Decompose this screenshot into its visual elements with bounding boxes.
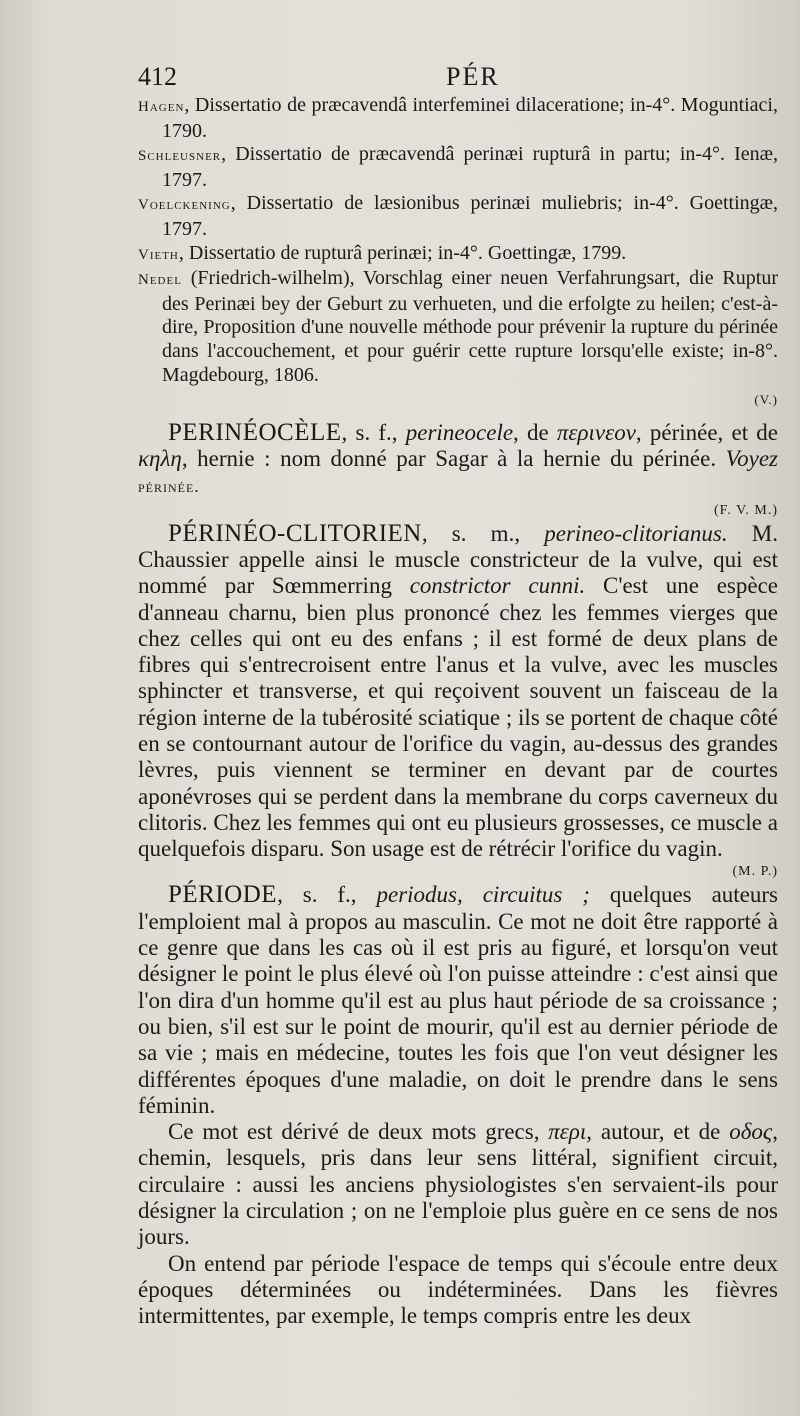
- entry-text: , périnée, et de: [635, 419, 778, 445]
- entry-text: , s. m.,: [421, 520, 545, 546]
- bibliography-entry: [138, 192, 778, 241]
- cross-reference-label: Voyez: [725, 446, 778, 472]
- greek-term: περι: [548, 1119, 587, 1145]
- latin-term: constrictor cunni.: [409, 573, 586, 599]
- reference-author: Schleusner: [138, 148, 222, 165]
- dictionary-entries: [138, 420, 778, 1330]
- entry-headword: PÉRIODE: [168, 881, 278, 909]
- bibliography-entry: [138, 267, 778, 387]
- greek-term: περινεον: [556, 419, 636, 445]
- entry-signature: (M. P.): [732, 864, 778, 880]
- reference-text: , Dissertatio de præcavendâ perinæi rupturâ in partu; in-4°. Ienæ, 1797.: [162, 143, 778, 191]
- running-head: PÉR: [446, 62, 500, 91]
- entry-paragraph: On entend par période l'espace de temps qui s'écoule entre deux époques déterminées ou indéterminées. Dans les fièvres intermittentes, par exemple, le temps compris entre les deux: [138, 1250, 778, 1329]
- reference-author: Vieth: [138, 246, 179, 263]
- reference-author: Voelckening: [138, 197, 231, 214]
- latin-term: periodus, circuitus ;: [376, 882, 590, 908]
- latin-term: perineo-clitorianus.: [544, 520, 728, 546]
- bibliography-entry: [138, 242, 778, 268]
- reference-text: , Dissertatio de præcavendâ interfeminei dilaceratione; in-4°. Moguntiaci, 1790.: [162, 94, 778, 142]
- entry-headword: PÉRINÉO-CLITORIEN: [168, 519, 422, 547]
- reference-text: , Dissertatio de læsionibus perinæi muliebris; in-4°. Goettingæ, 1797.: [162, 192, 778, 240]
- entry-perineo-clitorien: [138, 521, 778, 863]
- references-signature-row: [138, 387, 778, 412]
- entry-paragraph: [138, 1119, 778, 1250]
- latin-term: perineocele: [405, 419, 514, 445]
- entry-text: M. Chaussier appelle ainsi le muscle constricteur de la vulve, qui est nommé par Sœmmerring: [138, 520, 778, 599]
- entry-text: C'est une espèce d'anneau charnu, bien plus prononcé chez les femmes vierges que chez celles qui ont eu des enfans ; il est formé de deux plans de fibres qui s'entrecroisent entre l'anus et la vulve, avec les muscles sphincter et transverse, et qui reçoivent souvent un faisceau de la région interne de la tubérosité sciatique ; ils se portent de chaque côté en se contournant autour de l'orifice du vagin, au-dessus des grandes lèvres, puis viennent se terminer en devant par de courtes aponévroses qui se perdent dans la membrane du corps caverneux du clitoris. Chez les femmes qui ont eu plusieurs grossesses, ce muscle a quelquefois disparu. Son usage est de rétrécir l'orifice du vagin.: [138, 573, 778, 862]
- bibliography-list: [138, 94, 778, 412]
- author-signature: (V.): [754, 392, 778, 408]
- cross-reference-target: périnée.: [138, 477, 200, 497]
- reference-author: Nedel: [138, 272, 182, 289]
- page-number: 412: [138, 62, 177, 91]
- entry-text: , de: [513, 419, 557, 445]
- reference-text: , Dissertatio de rupturâ perinæi; in-4°. Goettingæ, 1799.: [178, 241, 627, 264]
- entry-text: Ce mot est dérivé de deux mots grecs,: [168, 1119, 549, 1145]
- bibliography-entry: [138, 143, 778, 192]
- entry-text: , s. f.,: [341, 419, 406, 445]
- greek-term: κηλη: [138, 446, 182, 472]
- entry-text: quelques auteurs l'emploient mal à propos au masculin. Ce mot ne doit être rapporté à ce genre que dans les cas où il est pris au figuré, et lorsqu'on veut désigner le point le plus élevé où l'on puisse atteindre : c'est ainsi que l'on dira d'un homme qu'il est au plus haut période de sa croissance ; ou bien, s'il est sur le point de mourir, qu'il est au dernier période de sa vie ; mais en médecine, toutes les fois que l'on veut désigner les différentes époques d'une maladie, on doit le prendre dans le sens féminin.: [138, 882, 778, 1118]
- reference-text: (Friedrich-wilhelm), Vorschlag einer neuen Verfahrungsart, die Ruptur des Perinæi bey der Geburt zu verhueten, und die erfolgte zu heilen; c'est-à-dire, Proposition d'une nouvelle méthode pour prévenir la rupture du périnée dans l'accouchement, et pour guérir cette rupture lorsqu'elle existe; in-8°. Magdebourg, 1806.: [162, 267, 778, 386]
- page-header: [138, 62, 778, 92]
- entry-text: , chemin, lesquels, pris dans leur sens littéral, signifient circuit, circulaire : aussi les anciens physiologistes s'en servaient-ils pour désigner la circulation ; on ne l'emploie plus guère en ce sens de nos jours.: [138, 1119, 778, 1250]
- entry-text: , s. f.,: [277, 882, 377, 908]
- entry-text: , hernie : nom donné par Sagar à la hernie du périnée.: [181, 446, 726, 472]
- entry-text: , autour, et de: [586, 1119, 730, 1145]
- bibliography-entry: [138, 94, 778, 143]
- entry-signature: (F. V. M.): [714, 502, 778, 518]
- greek-term: οδος: [729, 1119, 773, 1145]
- reference-author: Hagen: [138, 99, 185, 115]
- entry-periode: [138, 882, 778, 1119]
- entry-headword: PERINÉOCÈLE: [168, 418, 342, 446]
- entry-perineocele: [138, 420, 778, 501]
